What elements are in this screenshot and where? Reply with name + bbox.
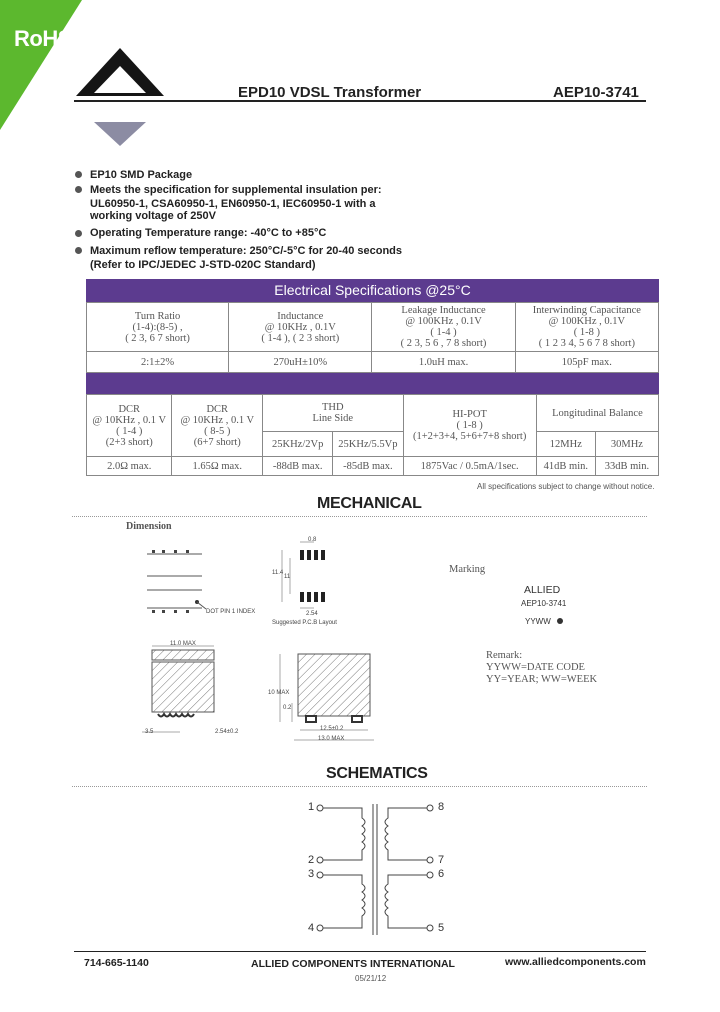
dim-3-5: 3.5: [145, 729, 154, 735]
pin-5: 5: [438, 922, 445, 934]
footer-company: ALLIED COMPONENTS INTERNATIONAL: [251, 958, 455, 970]
front-view-drawing: [270, 648, 380, 748]
inductance-header: Inductance @ 10KHz , 0.1V ( 1-4 ), ( 2 3 short): [229, 303, 372, 352]
bullet-icon: [75, 171, 82, 178]
remark-title: Remark:: [486, 650, 523, 661]
footer-date: 05/21/12: [355, 974, 387, 983]
pin-7: 7: [438, 854, 445, 866]
dcr-secondary-header: DCR @ 10KHz , 0.1 V ( 8-5 ) (6+7 short): [172, 395, 263, 457]
thd-value-2: -85dB max.: [333, 457, 403, 476]
pin-8: 8: [438, 801, 445, 813]
part-number: AEP10-3741: [553, 84, 639, 101]
mechanical-rule: [72, 516, 647, 517]
dimension-label: Dimension: [126, 521, 172, 532]
lb-30mhz: 30MHz: [595, 432, 658, 457]
elec-spec-bar-2: [86, 373, 659, 394]
marking-date: YYWW: [525, 617, 551, 626]
turn-ratio-header: Turn Ratio (1-4):(8-5) , ( 2 3, 6 7 short): [87, 303, 229, 352]
marking-part: AEP10-3741: [521, 599, 567, 608]
feature-item: (Refer to IPC/JEDEC J-STD-020C Standard): [90, 259, 316, 271]
spec-note: All specifications subject to change without notice.: [477, 482, 655, 491]
pin-4: 4: [308, 922, 315, 934]
remark-line-2: YY=YEAR; WW=WEEK: [486, 674, 598, 685]
leakage-value: 1.0uH max.: [372, 352, 515, 373]
footer-rule: [74, 951, 646, 952]
dim-12-5: 12.5±0.2: [320, 726, 344, 732]
schematic-diagram: [300, 800, 450, 940]
pcb-layout-label: Suggested P.C.B Layout: [272, 620, 337, 626]
thd-value-1: -88dB max.: [263, 457, 333, 476]
allied-logo: [72, 44, 172, 150]
elec-spec-table-2: [86, 394, 659, 476]
marking-label: Marking: [449, 564, 486, 575]
feature-item: Meets the specification for supplemental insulation per:: [90, 184, 382, 196]
thd-25k-55vp: 25KHz/5.5Vp: [333, 432, 403, 457]
lb-12mhz: 12MHz: [536, 432, 595, 457]
pin-3: 3: [308, 868, 315, 880]
side-view-drawing: [140, 640, 260, 740]
dim-0-2: 0.2: [283, 705, 292, 711]
rohs-label: RoHS: [14, 26, 72, 51]
dim-11-max: 11.0 MAX: [170, 641, 196, 647]
lb-value-1: 41dB min.: [536, 457, 595, 476]
schematics-title: SCHEMATICS: [326, 765, 428, 782]
inductance-value: 270uH±10%: [229, 352, 372, 373]
capacitance-value: 105pF max.: [515, 352, 658, 373]
pcb-dim-254: 2.54: [306, 611, 318, 617]
pin-6: 6: [438, 868, 445, 880]
pin-2: 2: [308, 854, 315, 866]
footer-website[interactable]: www.alliedcomponents.com: [505, 956, 646, 968]
bullet-icon: [75, 186, 82, 193]
dcr-primary-value: 2.0Ω max.: [87, 457, 172, 476]
feature-item: working voltage of 250V: [90, 210, 216, 222]
mechanical-title: MECHANICAL: [317, 495, 422, 512]
pcb-layout-drawing: [270, 538, 350, 618]
feature-item: Maximum reflow temperature: 250°C/-5°C for 20-40 seconds: [90, 245, 403, 257]
capacitance-header: Interwinding Capacitance @ 100KHz , 0.1V ( 1-8 ) ( 1 2 3 4, 5 6 7 8 short): [515, 303, 658, 352]
pcb-dim-114: 11.4: [272, 570, 284, 576]
longitudinal-balance-header: Longitudinal Balance: [536, 395, 658, 432]
pcb-dim-11: 11: [284, 574, 291, 580]
lb-value-2: 33dB min.: [595, 457, 658, 476]
hipot-value: 1875Vac / 0.5mA/1sec.: [403, 457, 536, 476]
remark-line-1: YYWW=DATE CODE: [486, 662, 585, 673]
bullet-icon: [75, 247, 82, 254]
pin-1: 1: [308, 801, 315, 813]
feature-item: EP10 SMD Package: [90, 169, 193, 181]
schematics-rule: [72, 786, 647, 787]
pcb-dim-08: 0.8: [308, 537, 317, 543]
pin1-dot-icon: [557, 618, 563, 624]
marking-brand: ALLIED: [524, 584, 561, 596]
dcr-primary-header: DCR @ 10KHz , 0.1 V ( 1-4 ) (2+3 short): [87, 395, 172, 457]
thd-25k-2vp: 25KHz/2Vp: [263, 432, 333, 457]
elec-spec-heading: Electrical Specifications @25°C: [86, 279, 659, 302]
dim-13-max: 13.0 MAX: [318, 736, 345, 742]
rohs-corner-badge: [0, 0, 82, 130]
feature-item: Operating Temperature range: -40°C to +85°C: [90, 227, 327, 239]
footer-phone: 714-665-1140: [84, 957, 149, 969]
page-title: EPD10 VDSL Transformer: [238, 84, 422, 101]
leakage-header: Leakage Inductance @ 100KHz , 0.1V ( 1-4 ) ( 2 3, 5 6 , 7 8 short): [372, 303, 515, 352]
elec-spec-table: [86, 302, 659, 373]
dim-10-max: 10 MAX: [268, 690, 290, 696]
dim-2-54: 2.54±0.2: [215, 729, 239, 735]
pin-index-label: DOT PIN 1 INDEX: [206, 609, 256, 615]
dcr-secondary-value: 1.65Ω max.: [172, 457, 263, 476]
turn-ratio-value: 2:1±2%: [87, 352, 229, 373]
bullet-icon: [75, 230, 82, 237]
hipot-header: HI-POT ( 1-8 ) (1+2+3+4, 5+6+7+8 short): [403, 395, 536, 457]
feature-item: UL60950-1, CSA60950-1, EN60950-1, IEC60950-1 with a: [90, 198, 376, 210]
thd-header: THD Line Side: [263, 395, 403, 432]
